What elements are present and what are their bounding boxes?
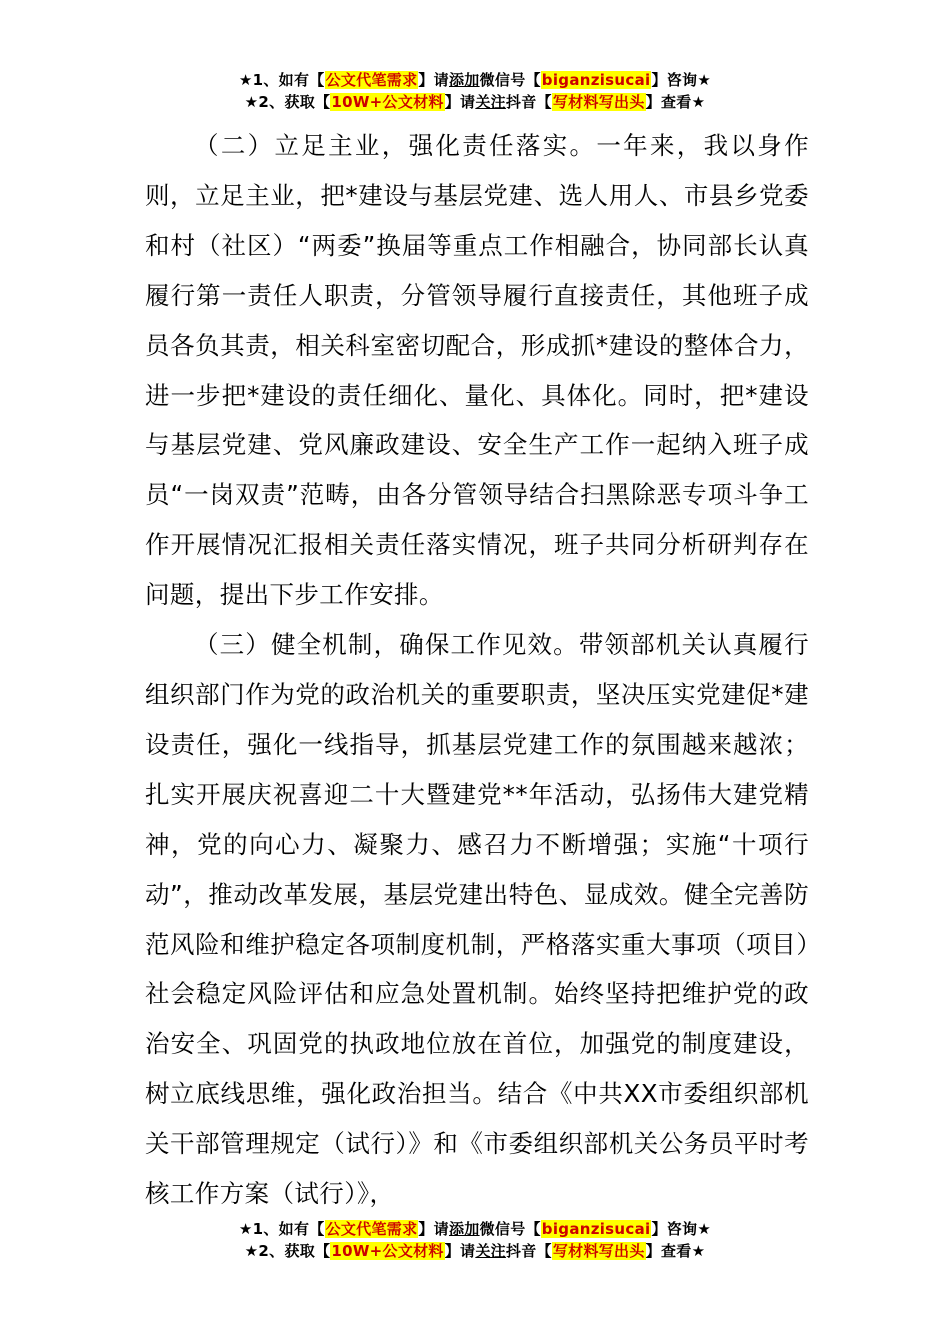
notice-emphasis: 添加 (448, 1220, 480, 1238)
notice-text: 】请 (418, 1220, 449, 1238)
notice-text: 】咨询★ (651, 1220, 712, 1238)
notice-line-2 (0, 1240, 950, 1262)
notice-text: 微信号【 (479, 1220, 541, 1238)
notice-text: ★2、获取【 (244, 93, 331, 111)
notice-emphasis: 关注 (475, 1242, 506, 1260)
notice-text: 微信号【 (479, 71, 541, 89)
notice-highlight: 公文代笔需求 (325, 1220, 418, 1238)
notice-line-1 (0, 69, 950, 91)
notice-text: 】请 (418, 71, 449, 89)
notice-highlight: 写材料写出头 (552, 93, 645, 111)
notice-text: 】咨询★ (651, 71, 712, 89)
notice-highlight: 10W+公文材料 (331, 1242, 444, 1260)
document-body (145, 121, 809, 1219)
notice-text: ★1、如有【 (238, 1220, 325, 1238)
notice-line-2 (0, 91, 950, 113)
paragraph-mechanism: （三）健全机制，确保工作见效。带领部机关认真履行组织部门作为党的政治机关的重要职责，坚决压实党建促*建设责任，强化一线指导，抓基层党建工作的氛围越来越浓；扎实开展庆祝喜迎二十大暨建党**年活动，弘扬伟大建党精神，党的向心力、凝聚力、感召力不断增强；实施“十项行动”，推动改革发展，基层党建出特色、显成效。健全完善防范风险和维护稳定各项制度机制，严格落实重大事项（项目）社会稳定风险评估和应急处置机制。始终坚持把维护党的政治安全、巩固党的执政地位放在首位，加强党的制度建设，树立底线思维，强化政治担当。结合《中共XX市委组织部机关干部管理规定（试行）》和《市委组织部机关公务员平时考核工作方案（试行）》， (145, 630, 809, 1209)
top-notice-banner (0, 69, 950, 113)
notice-highlight: biganzisucai (541, 1220, 651, 1238)
notice-text: 抖音【 (505, 1242, 552, 1260)
notice-highlight: biganzisucai (541, 71, 651, 89)
notice-text: ★2、获取【 (244, 1242, 331, 1260)
notice-text: 】查看★ (645, 1242, 706, 1260)
notice-emphasis: 关注 (475, 93, 506, 111)
notice-line-1 (0, 1218, 950, 1240)
notice-emphasis: 添加 (448, 71, 480, 89)
notice-text: 】请 (444, 93, 476, 111)
notice-text: 抖音【 (505, 93, 552, 111)
notice-highlight: 公文代笔需求 (325, 71, 418, 89)
notice-highlight: 10W+公文材料 (331, 93, 444, 111)
notice-text: 】请 (444, 1242, 476, 1260)
notice-text: ★1、如有【 (238, 71, 325, 89)
notice-text: 】查看★ (645, 93, 706, 111)
notice-highlight: 写材料写出头 (552, 1242, 645, 1260)
paragraph-responsibility: （二）立足主业，强化责任落实。一年来，我以身作则，立足主业，把*建设与基层党建、选人用人、市县乡党委和村（社区）“两委”换届等重点工作相融合，协同部长认真履行第一责任人职责，分管领导履行直接责任，其他班子成员各负其责，相关科室密切配合，形成抓*建设的整体合力，进一步把*建设的责任细化、量化、具体化。同时，把*建设与基层党建、党风廉政建设、安全生产工作一起纳入班子成员“一岗双责”范畴，由各分管领导结合扫黑除恶专项斗争工作开展情况汇报相关责任落实情况，班子共同分析研判存在问题，提出下步工作安排。 (145, 131, 809, 610)
bottom-notice-banner (0, 1218, 950, 1262)
